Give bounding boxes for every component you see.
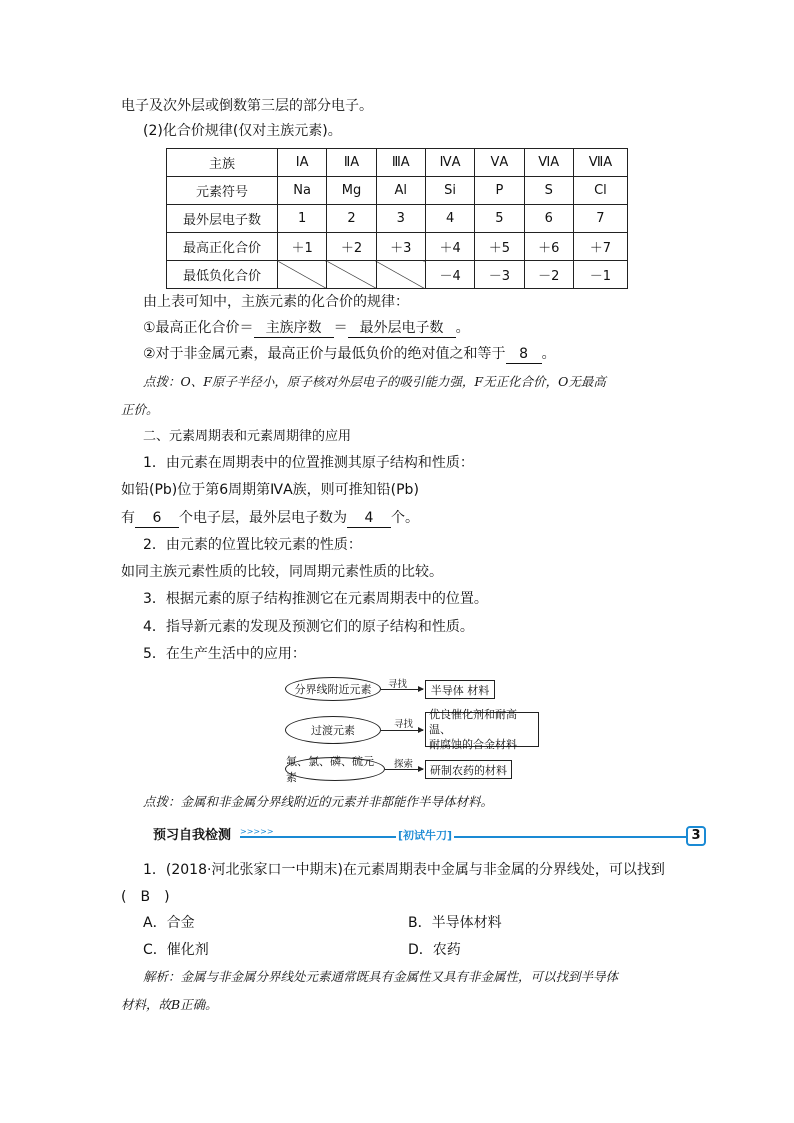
table-header-cell: ⅡA (327, 149, 376, 177)
banner-tag: [初试牛刀] (396, 826, 454, 846)
diagonal-empty-cell (376, 261, 425, 289)
banner-line (240, 836, 686, 838)
node-catalyst-alloy (425, 708, 539, 751)
table-row (167, 177, 628, 205)
item-1-line: 如铅(Pb)位于第6周期第ⅣA族，则可推知铅(Pb) (121, 482, 419, 498)
table-cell: Mg (327, 177, 376, 205)
arrow-right-icon (381, 689, 423, 690)
table-cell: 最高正化合价 (167, 233, 278, 261)
rule-1-mid: ＝ (333, 320, 348, 336)
table-cell: 1 (278, 205, 327, 233)
table-cell: 元素符号 (167, 177, 278, 205)
tip-note: 点拨：O、F原子半径小，原子核对外层电子的吸引能力强，F无正化合价，O无最高 (143, 374, 606, 389)
table-cell: ＋1 (278, 233, 327, 261)
question-1: 1．(2018·河北张家口一中期末)在元素周期表中金属与非金属的分界线处，可以找到 (143, 862, 665, 878)
table-cell: ＋5 (475, 233, 524, 261)
section-heading: 二、元素周期表和元素周期律的应用 (143, 429, 352, 444)
answer-blank: 8 (506, 345, 542, 364)
rule-2 (143, 344, 556, 364)
banner-number: 3 (686, 826, 706, 846)
table-cell: 7 (573, 205, 627, 233)
section-title: (2)化合价规律(仅对主族元素)。 (143, 123, 342, 139)
table-cell: ＋7 (573, 233, 627, 261)
option-c: C．催化剂 (143, 942, 209, 958)
table-header-cell: ⅦA (573, 149, 627, 177)
question-1-answer: ( B ) (121, 889, 170, 905)
table-cell: －4 (425, 261, 474, 289)
table-cell: －3 (475, 261, 524, 289)
table-header-cell: ⅢA (376, 149, 425, 177)
answer-blank: 主族序数 (254, 319, 334, 338)
node-alloy-line: 耐腐蚀的合金材料 (429, 738, 517, 751)
table-cell: 5 (475, 205, 524, 233)
tip-note: 点拨：金属和非金属分界线附近的元素并非都能作半导体材料。 (143, 794, 494, 809)
table-cell: Na (278, 177, 327, 205)
answer-blank: 6 (135, 509, 179, 528)
item-2-line: 如同主族元素性质的比较，同周期元素性质的比较。 (121, 564, 443, 580)
item-2-title: 2．由元素的位置比较元素的性质： (143, 537, 362, 553)
rule-1-prefix: ①最高正化合价＝ (143, 320, 254, 336)
table-row (167, 261, 628, 289)
tip-note-cont: 正价。 (121, 402, 159, 417)
option-d: D．农药 (408, 942, 461, 958)
table-cell: 最外层电子数 (167, 205, 278, 233)
item-1-suffix: 个。 (391, 510, 419, 526)
table-cell: Si (425, 177, 474, 205)
arrow-label: 探索 (394, 759, 414, 770)
node-boundary-elements: 分界线附近元素 (285, 677, 381, 701)
table-cell: ＋2 (327, 233, 376, 261)
item-1-title: 1．由元素在周期表中的位置推测其原子结构和性质： (143, 455, 474, 471)
table-cell: S (524, 177, 573, 205)
rule-intro: 由上表可知中，主族元素的化合价的规律： (143, 294, 409, 310)
table-row (167, 233, 628, 261)
item-1-answer (121, 508, 419, 528)
banner-arrows: >>>>> (240, 827, 274, 836)
rule-1-suffix: 。 (455, 320, 470, 336)
table-cell: 6 (524, 205, 573, 233)
item-5: 5．在生产生活中的应用： (143, 646, 306, 662)
table-cell: 2 (327, 205, 376, 233)
option-a: A．合金 (143, 915, 195, 931)
intro-line: 电子及次外层或倒数第三层的部分电子。 (121, 98, 373, 114)
table-header-cell: ⅤA (475, 149, 524, 177)
item-4: 4．指导新元素的发现及预测它们的原子结构和性质。 (143, 619, 474, 635)
table-cell: －2 (524, 261, 573, 289)
diagonal-empty-cell (278, 261, 327, 289)
table-header-cell: ⅥA (524, 149, 573, 177)
table-cell: Al (376, 177, 425, 205)
table-cell: ＋3 (376, 233, 425, 261)
table-cell: －1 (573, 261, 627, 289)
rule-1 (143, 318, 470, 338)
answer-blank: 最外层电子数 (348, 319, 456, 338)
arrow-label: 寻找 (388, 679, 408, 690)
table-header-cell: 主族 (167, 149, 278, 177)
node-nonmetal-elements: 氟、氯、磷、硫元素 (285, 757, 385, 781)
rule-2-prefix: ②对于非金属元素，最高正价与最低负价的绝对值之和等于 (143, 346, 506, 362)
table-cell: 最低负化合价 (167, 261, 278, 289)
table-cell: 4 (425, 205, 474, 233)
item-3: 3．根据元素的原子结构推测它在元素周期表中的位置。 (143, 591, 488, 607)
item-1-mid: 个电子层，最外层电子数为 (179, 510, 347, 526)
node-transition-elements: 过渡元素 (285, 716, 381, 744)
answer-blank: 4 (347, 509, 391, 528)
node-catalyst-line: 优良催化剂和耐高温、 (429, 708, 517, 736)
table-cell: Cl (573, 177, 627, 205)
rule-2-suffix: 。 (541, 346, 556, 362)
table-row (167, 205, 628, 233)
valence-table (166, 148, 628, 289)
table-cell: ＋4 (425, 233, 474, 261)
analysis-cont: 材料，故B正确。 (121, 997, 218, 1012)
node-semiconductor: 半导体 材料 (425, 680, 495, 699)
table-header-cell: ⅣA (425, 149, 474, 177)
arrow-label: 寻找 (394, 719, 414, 730)
banner-title: 预习自我检测 (153, 828, 232, 843)
table-cell: P (475, 177, 524, 205)
option-b: B．半导体材料 (408, 915, 502, 931)
table-cell: 3 (376, 205, 425, 233)
analysis: 解析：金属与非金属分界线处元素通常既具有金属性又具有非金属性，可以找到半导体 (143, 969, 619, 984)
table-row (167, 149, 628, 177)
node-pesticide: 研制农药的材料 (425, 760, 512, 779)
table-cell: ＋6 (524, 233, 573, 261)
table-header-cell: ⅠA (278, 149, 327, 177)
item-1-prefix: 有 (121, 510, 135, 526)
arrow-right-icon (381, 730, 423, 731)
diagonal-empty-cell (327, 261, 376, 289)
arrow-right-icon (385, 769, 423, 770)
